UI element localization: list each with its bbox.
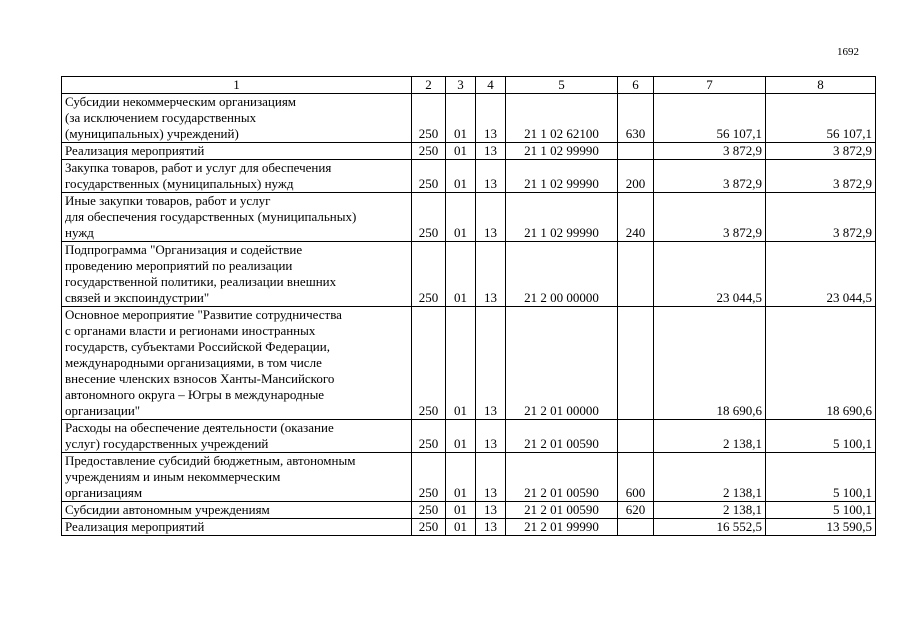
row-code-cell: 250 (412, 502, 446, 519)
row-target-cell: 21 1 02 99990 (506, 193, 618, 242)
row-value2-cell: 3 872,9 (766, 160, 876, 193)
row-target-cell: 21 1 02 99990 (506, 160, 618, 193)
row-type-cell (618, 143, 654, 160)
column-header: 6 (618, 77, 654, 94)
row-section-cell: 01 (446, 94, 476, 143)
table-row (62, 453, 876, 502)
row-subsection-cell: 13 (476, 453, 506, 502)
row-value1-cell: 2 138,1 (654, 420, 766, 453)
row-name-text: Основное мероприятие "Развитие сотрудничества с органами власти и регионами иностранных государств, субъектами Российской Федерации, международными организациями, в том числе внесение членских взносов Ханты-Мансийского автономного округа – Югры в международные организации" (65, 307, 342, 418)
row-target-cell: 21 2 01 00590 (506, 453, 618, 502)
table-row (62, 160, 876, 193)
row-value1-cell: 3 872,9 (654, 143, 766, 160)
table-row (62, 94, 876, 143)
row-target-cell: 21 1 02 62100 (506, 94, 618, 143)
row-value2-cell: 3 872,9 (766, 193, 876, 242)
column-header: 3 (446, 77, 476, 94)
row-type-cell (618, 519, 654, 536)
row-name-cell (62, 502, 412, 519)
row-code-cell: 250 (412, 519, 446, 536)
row-subsection-cell: 13 (476, 193, 506, 242)
row-subsection-cell: 13 (476, 242, 506, 307)
row-name-cell (62, 519, 412, 536)
row-name-text: Субсидии некоммерческим организациям (за исключением государственных (муниципальных) учреждений) (65, 94, 297, 141)
row-value2-cell: 5 100,1 (766, 420, 876, 453)
row-name-text: Предоставление субсидий бюджетным, автономным учреждениям и иным некоммерческим организациям (65, 453, 356, 500)
table-row (62, 519, 876, 536)
row-name-cell (62, 193, 412, 242)
table-row (62, 502, 876, 519)
row-name-cell (62, 160, 412, 193)
row-type-cell: 600 (618, 453, 654, 502)
row-subsection-cell: 13 (476, 420, 506, 453)
row-target-cell: 21 2 01 00590 (506, 502, 618, 519)
row-code-cell: 250 (412, 420, 446, 453)
row-section-cell: 01 (446, 143, 476, 160)
row-name-text: Иные закупки товаров, работ и услуг для обеспечения государственных (муниципальных) нужд (65, 193, 357, 240)
table-row (62, 193, 876, 242)
row-value1-cell: 3 872,9 (654, 193, 766, 242)
row-subsection-cell: 13 (476, 143, 506, 160)
row-type-cell (618, 307, 654, 420)
column-header: 5 (506, 77, 618, 94)
row-value1-cell: 3 872,9 (654, 160, 766, 193)
table-row (62, 143, 876, 160)
row-name-cell (62, 420, 412, 453)
row-value2-cell: 56 107,1 (766, 94, 876, 143)
row-value2-cell: 3 872,9 (766, 143, 876, 160)
row-section-cell: 01 (446, 242, 476, 307)
row-target-cell: 21 2 00 00000 (506, 242, 618, 307)
row-section-cell: 01 (446, 307, 476, 420)
row-target-cell: 21 2 01 00000 (506, 307, 618, 420)
row-type-cell: 240 (618, 193, 654, 242)
row-name-cell (62, 94, 412, 143)
row-section-cell: 01 (446, 502, 476, 519)
row-value2-cell: 5 100,1 (766, 502, 876, 519)
row-target-cell: 21 2 01 00590 (506, 420, 618, 453)
table-row (62, 242, 876, 307)
row-subsection-cell: 13 (476, 502, 506, 519)
row-name-text: Подпрограмма "Организация и содействие проведению мероприятий по реализации государственной политики, реализации внешних связей и экспоиндустрии" (65, 242, 337, 305)
row-code-cell: 250 (412, 307, 446, 420)
row-name-cell (62, 143, 412, 160)
row-type-cell (618, 420, 654, 453)
row-value2-cell: 5 100,1 (766, 453, 876, 502)
row-subsection-cell: 13 (476, 307, 506, 420)
row-section-cell: 01 (446, 160, 476, 193)
row-section-cell: 01 (446, 519, 476, 536)
row-code-cell: 250 (412, 453, 446, 502)
column-header: 4 (476, 77, 506, 94)
row-type-cell: 620 (618, 502, 654, 519)
row-name-text: Закупка товаров, работ и услуг для обеспечения государственных (муниципальных) нужд (65, 160, 332, 191)
row-code-cell: 250 (412, 94, 446, 143)
table-row (62, 307, 876, 420)
row-section-cell: 01 (446, 193, 476, 242)
row-value1-cell: 18 690,6 (654, 307, 766, 420)
row-subsection-cell: 13 (476, 160, 506, 193)
row-value1-cell: 2 138,1 (654, 453, 766, 502)
page-number: 1692 (837, 46, 859, 58)
row-type-cell: 630 (618, 94, 654, 143)
row-name-text: Субсидии автономным учреждениям (65, 502, 270, 517)
row-code-cell: 250 (412, 160, 446, 193)
row-target-cell: 21 2 01 99990 (506, 519, 618, 536)
table-header-row (62, 77, 876, 94)
row-value1-cell: 16 552,5 (654, 519, 766, 536)
row-section-cell: 01 (446, 420, 476, 453)
row-value1-cell: 23 044,5 (654, 242, 766, 307)
row-value2-cell: 13 590,5 (766, 519, 876, 536)
row-name-text: Реализация мероприятий (65, 143, 205, 158)
row-target-cell: 21 1 02 99990 (506, 143, 618, 160)
row-code-cell: 250 (412, 193, 446, 242)
budget-table (61, 76, 876, 536)
row-name-cell (62, 307, 412, 420)
row-value2-cell: 23 044,5 (766, 242, 876, 307)
column-header: 8 (766, 77, 876, 94)
column-header: 7 (654, 77, 766, 94)
row-type-cell (618, 242, 654, 307)
row-value2-cell: 18 690,6 (766, 307, 876, 420)
row-code-cell: 250 (412, 143, 446, 160)
row-type-cell: 200 (618, 160, 654, 193)
row-code-cell: 250 (412, 242, 446, 307)
row-name-text: Расходы на обеспечение деятельности (оказание услуг) государственных учреждений (65, 420, 334, 451)
row-section-cell: 01 (446, 453, 476, 502)
row-subsection-cell: 13 (476, 519, 506, 536)
row-value1-cell: 56 107,1 (654, 94, 766, 143)
column-header: 2 (412, 77, 446, 94)
row-name-cell (62, 453, 412, 502)
table-row (62, 420, 876, 453)
row-subsection-cell: 13 (476, 94, 506, 143)
row-value1-cell: 2 138,1 (654, 502, 766, 519)
row-name-text: Реализация мероприятий (65, 519, 205, 534)
column-header: 1 (62, 77, 412, 94)
row-name-cell (62, 242, 412, 307)
